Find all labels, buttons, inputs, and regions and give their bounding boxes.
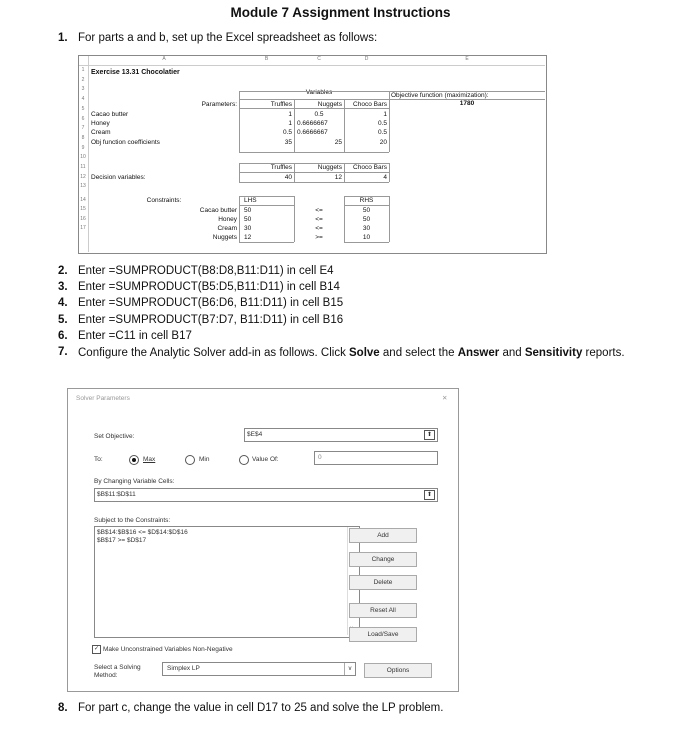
step-number: 8.	[58, 702, 68, 714]
cell-a17: Nuggets	[212, 234, 237, 241]
nonneg-label: Make Unconstrained Variables Non-Negative	[103, 646, 233, 653]
cell-c14: <=	[315, 207, 323, 214]
nonneg-checkbox[interactable]: ✓	[93, 646, 100, 652]
cell-a8: Obj function coefficients	[91, 139, 160, 146]
step-text: Enter =SUMPRODUCT(B7:D7, B11:D11) in cell B16	[78, 314, 344, 326]
min-label: Min	[199, 456, 210, 463]
row-number: 14	[80, 197, 86, 203]
cell-b4: Truffles	[270, 101, 292, 108]
constraints-list[interactable]	[94, 526, 360, 638]
solving-method-select[interactable]: Simplex LP v	[162, 662, 356, 676]
change-button[interactable]: Change	[349, 552, 417, 567]
cell-c11: 12	[334, 174, 342, 181]
step-number: 4.	[58, 297, 68, 309]
row-number: 2	[81, 76, 85, 83]
value-of-radio[interactable]	[239, 455, 249, 465]
step-number: 1.	[58, 32, 68, 44]
cell-d8: 20	[379, 139, 387, 146]
cell-a1: Exercise 13.31 Chocolatier	[91, 69, 180, 76]
delete-button[interactable]: Delete	[349, 575, 417, 590]
excel-spreadsheet	[78, 55, 547, 254]
step-text: For part c, change the value in cell D17 to 25 and solve the LP problem.	[78, 702, 444, 714]
row-number: 13	[80, 183, 86, 190]
page-title: Module 7 Assignment Instructions	[230, 5, 451, 20]
cell-a7: Cream	[91, 129, 111, 136]
dialog-title: Solver Parameters	[76, 395, 130, 402]
collapse-icon[interactable]: ⬆	[424, 490, 435, 500]
method-label-2: Method:	[94, 672, 118, 679]
cell-b17: 12	[244, 234, 252, 241]
cell-a15: Honey	[218, 216, 237, 223]
close-icon[interactable]: ✕	[442, 395, 448, 402]
cell-b15: 50	[244, 216, 252, 223]
cell-a13: Constraints:	[146, 197, 182, 204]
constraints-label: Subject to the Constraints:	[94, 517, 171, 524]
row-number: 3	[81, 86, 85, 93]
cell-b11: 40	[284, 174, 292, 181]
chevron-down-icon[interactable]: v	[344, 663, 355, 675]
cell-b10: Truffles	[270, 164, 292, 171]
step-text: Enter =SUMPRODUCT(B5:D5,B11:D11) in cell B14	[78, 281, 340, 293]
row-number: 17	[80, 224, 86, 231]
collapse-icon[interactable]: ⬆	[424, 430, 435, 440]
cell-d6: 0.5	[377, 120, 387, 127]
cell-c3: Variables	[305, 89, 333, 96]
cell-c4: Nuggets	[317, 101, 342, 108]
row-number: 12	[80, 173, 86, 180]
cell-a4: Parameters:	[201, 101, 237, 108]
row-number: 11	[80, 164, 86, 170]
step-text: Configure the Analytic Solver add-in as follows. Click Solve and select the Answer and Sensitivity reports.	[78, 347, 625, 359]
cell-a6: Honey	[91, 120, 110, 127]
value-of-label: Value Of:	[252, 456, 279, 463]
add-button[interactable]: Add	[349, 528, 417, 543]
cell-b8: 35	[284, 139, 292, 146]
cell-c10: Nuggets	[317, 164, 342, 171]
col-header-e: E	[465, 56, 469, 62]
constraint-item[interactable]: $B$17 >= $D$17	[97, 537, 147, 544]
step-number: 2.	[58, 265, 68, 277]
cell-e4: 1780	[459, 100, 475, 107]
cell-d17: 10	[362, 234, 371, 241]
objective-input[interactable]: $E$4 ⬆	[244, 428, 438, 442]
row-number: 4	[81, 96, 85, 103]
cell-a14: Cacao butter	[199, 207, 237, 214]
method-label: Select a Solving	[94, 664, 141, 671]
row-number: 9	[81, 144, 85, 151]
cell-b5: 1	[288, 111, 292, 118]
step-text: For parts a and b, set up the Excel spreadsheet as follows:	[78, 32, 378, 44]
cell-a5: Cacao butter	[91, 111, 129, 118]
row-number: 5	[81, 105, 85, 112]
col-header-a: A	[162, 56, 166, 62]
col-header-b: B	[264, 56, 269, 62]
col-header-d: D	[364, 56, 369, 62]
step-number: 6.	[58, 330, 68, 342]
changing-cells-label: By Changing Variable Cells:	[94, 478, 175, 485]
step-number: 3.	[58, 281, 68, 293]
cell-c7: 0.6666667	[297, 129, 328, 136]
cell-a16: Cream	[217, 225, 237, 232]
row-number: 10	[80, 154, 86, 161]
cell-d13: RHS	[359, 197, 374, 204]
row-number: 7	[81, 125, 85, 132]
min-radio[interactable]	[185, 455, 195, 465]
cell-d11: 4	[383, 174, 387, 181]
cell-d14: 50	[362, 207, 371, 214]
to-label: To:	[94, 456, 103, 463]
cell-d16: 30	[362, 225, 371, 232]
cell-a11: Decision variables:	[91, 174, 146, 181]
step-number: 5.	[58, 314, 68, 326]
cell-d4: Choco Bars	[353, 101, 387, 108]
changing-cells-input[interactable]: $B$11:$D$11 ⬆	[94, 488, 438, 502]
step-text: Enter =SUMPRODUCT(B8:D8,B11:D11) in cell E4	[78, 265, 334, 277]
cell-c17: >=	[315, 234, 323, 241]
reset-all-button[interactable]: Reset All	[349, 603, 417, 618]
max-radio[interactable]	[129, 455, 139, 465]
load-save-button[interactable]: Load/Save	[349, 627, 417, 642]
max-label: Max	[143, 456, 156, 463]
row-number: 8	[81, 134, 85, 141]
step-number: 7.	[58, 346, 68, 358]
cell-c5: 0.5	[314, 111, 324, 118]
cell-d5: 1	[383, 111, 387, 118]
cell-c8: 25	[334, 139, 342, 146]
col-header-c: C	[317, 56, 321, 62]
row-number: 15	[80, 206, 86, 213]
cell-b6: 1	[288, 120, 292, 127]
cell-d10: Choco Bars	[353, 164, 387, 171]
cell-b13: LHS	[244, 197, 257, 204]
cell-e3: Objective function (maximization):	[391, 92, 489, 99]
row-number: 16	[80, 215, 86, 222]
cell-c16: <=	[315, 225, 323, 232]
cell-b14: 50	[244, 207, 252, 214]
cell-d15: 50	[362, 216, 371, 223]
step-text: Enter =SUMPRODUCT(B6:D6, B11:D11) in cell B15	[78, 297, 344, 309]
cell-b16: 30	[244, 225, 252, 232]
constraint-item[interactable]: $B$14:$B$16 <= $D$14:$D$16	[97, 529, 188, 536]
cell-b7: 0.5	[282, 129, 292, 136]
value-of-input[interactable]: 0	[314, 451, 438, 465]
row-number: 1	[81, 67, 85, 73]
cell-d7: 0.5	[377, 129, 387, 136]
solver-parameters-dialog	[67, 388, 459, 692]
options-button[interactable]: Options	[364, 663, 432, 678]
set-objective-label: Set Objective:	[94, 433, 135, 440]
cell-c6: 0.6666667	[297, 120, 328, 127]
step-text: Enter =C11 in cell B17	[78, 330, 192, 342]
row-number: 6	[81, 115, 85, 122]
cell-c15: <=	[315, 216, 323, 223]
